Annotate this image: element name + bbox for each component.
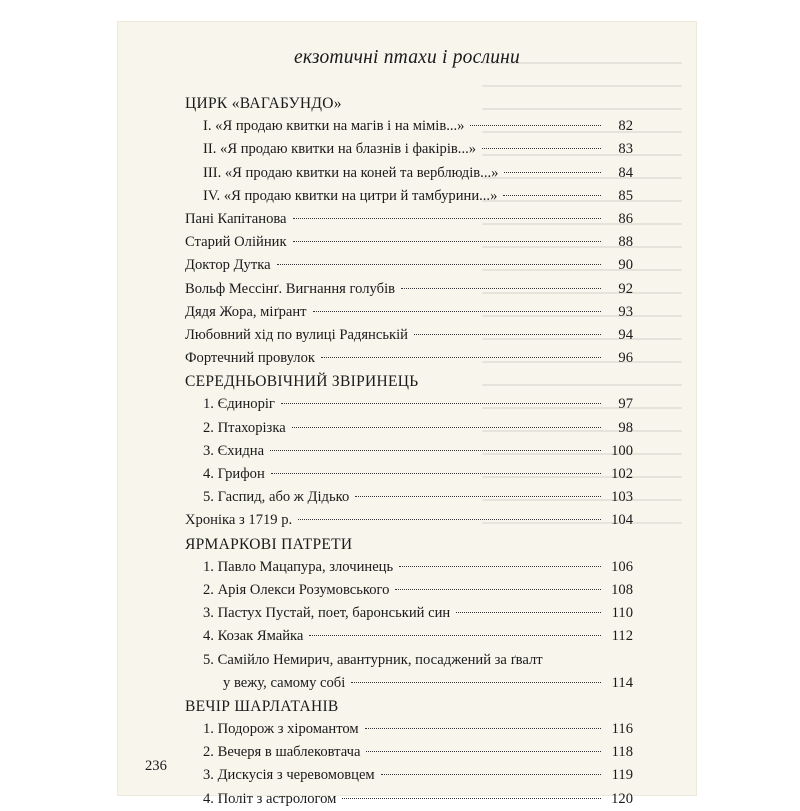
toc-section-heading: СЕРЕДНЬОВІЧНИЙ ЗВІРИНЕЦЬ (185, 373, 419, 391)
toc-leader-dots (277, 264, 601, 265)
toc-entry (185, 417, 633, 440)
toc-entry-title: Хроніка з 1719 р. (185, 512, 293, 529)
toc-entry-title: Любовний хід по вулиці Радянській (185, 326, 408, 343)
toc-entry (185, 741, 633, 764)
toc-entry-title: Вольф Мессінґ. Вигнання голубів (185, 280, 396, 297)
toc-entry-page-number: 114 (611, 674, 633, 691)
toc-entry (185, 649, 633, 672)
toc-entry-title: 2. Арія Олекси Розумовського (203, 581, 390, 598)
toc-entry (185, 764, 633, 787)
toc-leader-dots (298, 519, 601, 520)
toc-entry-page-number: 120 (611, 790, 633, 807)
toc-entry-page-number: 84 (618, 164, 633, 181)
toc-leader-dots (503, 195, 601, 196)
toc-entry-title: 4. Козак Ямайка (203, 628, 304, 645)
toc-entry-title: 2. Птахорізка (203, 419, 286, 436)
toc-entry (185, 579, 633, 602)
toc-entry-title: 1. Павло Мацапура, злочинець (203, 558, 394, 575)
toc-entry-page-number: 103 (611, 489, 633, 506)
toc-entry (185, 556, 633, 579)
toc-entry-title: 4. Політ з астрологом (203, 790, 337, 807)
toc-entry (185, 301, 633, 324)
toc-section-heading: ВЕЧІР ШАРЛАТАНІВ (185, 697, 339, 715)
toc-entry-page-number: 90 (618, 257, 633, 274)
toc-entry (185, 254, 633, 277)
toc-entry-page-number: 118 (611, 744, 633, 761)
toc-entry-page-number: 88 (618, 234, 633, 251)
toc-leader-dots (293, 241, 601, 242)
toc-entry (185, 393, 633, 416)
toc-section-heading: ЦИРК «ВАГАБУНДО» (185, 95, 342, 112)
toc-entry-title: Пані Капітанова (185, 210, 287, 227)
toc-leader-dots (504, 172, 601, 173)
toc-entry-title: 3. Дискусія з черевомовцем (203, 767, 375, 784)
toc-entry (185, 115, 633, 138)
toc-leader-dots (292, 427, 601, 428)
page-number: 236 (145, 758, 167, 774)
toc-entry-title: ІІ. «Я продаю квитки на блазнів і факірів...» (203, 141, 477, 158)
toc-entry-title: Дядя Жора, міґрант (185, 303, 307, 320)
toc-leader-dots (456, 612, 601, 613)
toc-leader-dots (351, 682, 601, 683)
toc-entry (185, 672, 633, 695)
toc-entry (185, 440, 633, 463)
toc-leader-dots (293, 218, 601, 219)
toc-leader-dots (281, 403, 601, 404)
toc-entry-title: 5. Самійло Немирич, авантурник, посаджений за ґвалт (203, 651, 543, 668)
toc-entry-page-number: 92 (618, 280, 633, 297)
toc-leader-dots (321, 357, 601, 358)
toc-entry-page-number: 93 (618, 303, 633, 320)
toc-leader-dots (470, 125, 601, 126)
toc-entry-title: Старий Олійник (185, 234, 287, 251)
toc-entry-page-number: 94 (618, 326, 633, 343)
toc-entry-page-number: 85 (618, 187, 633, 204)
toc-entry-title: І. «Я продаю квитки на магів і на мімів...» (203, 118, 465, 135)
toc-leader-dots (414, 334, 601, 335)
toc-entry (185, 324, 633, 347)
toc-leader-dots (271, 473, 601, 474)
toc-entry-page-number: 86 (618, 210, 633, 227)
toc-entry-title: 1. Подорож з хіромантом (203, 721, 359, 738)
toc-entry (185, 463, 633, 486)
toc-entry (185, 602, 633, 625)
toc-leader-dots (355, 496, 601, 497)
toc-entry-page-number: 116 (611, 721, 633, 738)
toc-entry-title: ІІІ. «Я продаю квитки на коней та верблюдів...» (203, 164, 499, 181)
toc-leader-dots (309, 635, 601, 636)
running-head: екзотичні птахи і рослини (294, 47, 520, 68)
toc-entry (185, 625, 633, 648)
toc-entry (185, 486, 633, 509)
toc-entry-page-number: 106 (611, 558, 633, 575)
toc-entry-page-number: 96 (618, 350, 633, 367)
toc-entry (185, 509, 633, 532)
toc-entry (185, 208, 633, 231)
toc-section-heading: ЯРМАРКОВІ ПАТРЕТИ (185, 535, 353, 553)
toc-leader-dots (313, 311, 601, 312)
toc-entry (185, 231, 633, 254)
toc-entry-title: Фортечний провулок (185, 350, 315, 367)
toc-entry (185, 162, 633, 185)
toc-entry-title: 2. Вечеря в шаблековтача (203, 744, 361, 761)
toc-entry (185, 718, 633, 741)
toc-entry-page-number: 97 (618, 396, 633, 413)
toc-leader-dots (395, 589, 601, 590)
toc-entry (185, 278, 633, 301)
toc-entry-title: 4. Грифон (203, 466, 265, 482)
toc-entry-page-number: 110 (611, 605, 633, 622)
toc-entry-title: IV. «Я продаю квитки на цитри й тамбурини...» (203, 187, 498, 204)
toc-entry-page-number: 112 (611, 628, 633, 645)
toc-leader-dots (365, 728, 601, 729)
toc-entry (185, 185, 633, 208)
toc-entry-page-number: 82 (618, 118, 633, 135)
toc-entry-title: 5. Гаспид, або ж Дідько (203, 489, 350, 506)
toc-entry-title: 3. Пастух Пустай, поет, баронський син (203, 605, 451, 622)
toc-entry (185, 347, 633, 370)
toc-leader-dots (270, 450, 601, 451)
toc-entry-title: Доктор Дутка (185, 257, 271, 274)
toc-entry-page-number: 83 (618, 141, 633, 158)
toc-leader-dots (381, 774, 601, 775)
toc-entry-page-number: 108 (611, 581, 633, 598)
toc-entry-page-number: 104 (611, 512, 633, 529)
toc-entry-page-number: 100 (611, 442, 633, 459)
toc-leader-dots (366, 751, 601, 752)
toc-entry-page-number: 102 (611, 466, 633, 482)
toc-entry-title: 1. Єдиноріг (203, 396, 275, 413)
toc-entry-page-number: 119 (611, 767, 633, 784)
toc-entry-page-number: 98 (618, 419, 633, 436)
table-of-contents (185, 92, 633, 811)
book-page (118, 22, 696, 807)
toc-entry-title: 3. Єхидна (203, 442, 265, 459)
toc-entry-title: у вежу, самому собі (223, 674, 346, 691)
toc-leader-dots (482, 148, 601, 149)
toc-leader-dots (399, 566, 601, 567)
toc-entry (185, 788, 633, 811)
toc-leader-dots (342, 798, 601, 799)
toc-entry (185, 138, 633, 161)
toc-leader-dots (401, 288, 601, 289)
